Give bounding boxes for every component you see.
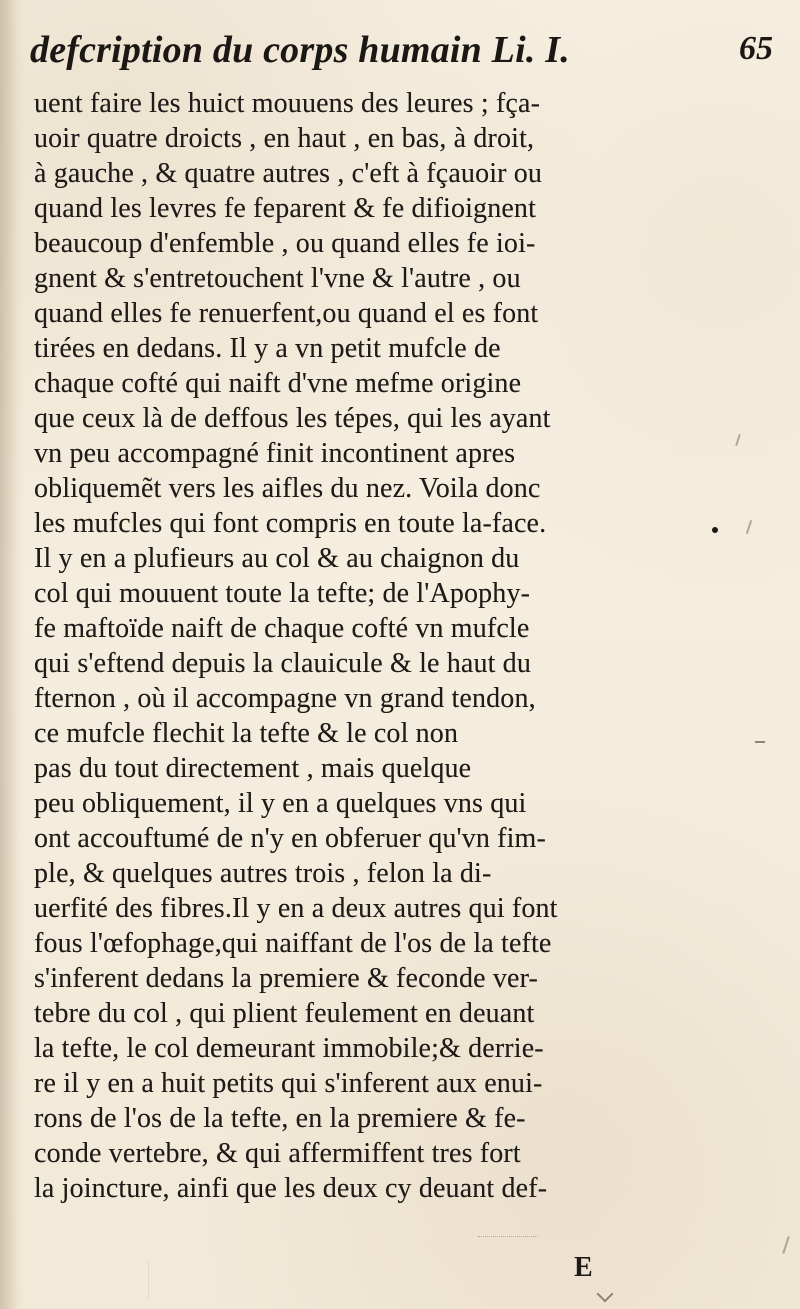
margin-dash	[755, 741, 765, 743]
running-head: defcription du corps humain Li. I.	[30, 29, 570, 71]
text-line-13: les mufcles qui font compris en toute la-face.	[34, 508, 547, 539]
main-text-block	[34, 88, 776, 1248]
page-number: 65	[739, 30, 773, 67]
text-line-6: gnent & s'entretouchent l'vne & l'autre , ou	[34, 263, 521, 294]
text-line-28: la tefte, le col demeurant immobile;& derrie-	[34, 1033, 544, 1064]
margin-dot	[712, 527, 718, 533]
text-line-32: la joincture, ainfi que les deux cy deuant def-	[34, 1173, 548, 1204]
text-line-14: Il y en a plufieurs au col & au chaignon du	[34, 543, 520, 574]
text-line-27: tebre du col , qui plient feulement en deuant	[34, 998, 535, 1029]
page-header	[22, 28, 776, 82]
text-line-20: pas du tout directement , mais quelque	[34, 753, 472, 784]
text-line-24: uerfité des fibres.Il y en a deux autres qui font	[34, 893, 558, 924]
page-gutter-shadow	[0, 0, 18, 1309]
bottom-dotted-rule	[478, 1236, 538, 1237]
text-line-1: uent faire les huict mouuens des leures ; fça-	[34, 88, 541, 119]
text-line-31: conde vertebre, & qui affermiffent tres fort	[34, 1138, 521, 1169]
text-line-8: tirées en dedans. Il y a vn petit mufcle de	[34, 333, 501, 364]
text-line-21: peu obliquement, il y en a quelques vns qui	[34, 788, 527, 819]
text-line-3: à gauche , & quatre autres , c'eft à fçauoir ou	[34, 158, 543, 189]
text-line-16: fe maftoïde naift de chaque cofté vn mufcle	[34, 613, 530, 644]
text-line-15: col qui mouuent toute la tefte; de l'Apophy-	[34, 578, 531, 609]
text-line-29: re il y en a huit petits qui s'inferent aux enui-	[34, 1068, 543, 1099]
text-line-2: uoir quatre droicts , en haut , en bas, à droit,	[34, 123, 535, 154]
corner-mark	[782, 1236, 789, 1254]
text-line-17: qui s'eftend depuis la clauicule & le haut du	[34, 648, 531, 679]
text-line-22: ont accouftumé de n'y en obferuer qu'vn fim-	[34, 823, 546, 854]
text-line-25: fous l'œfophage,qui naiffant de l'os de la tefte	[34, 928, 552, 959]
text-line-5: beaucoup d'enfemble , ou quand elles fe ioi-	[34, 228, 536, 259]
text-line-19: ce mufcle flechit la tefte & le col non	[34, 718, 459, 749]
text-line-18: fternon , où il accompagne vn grand tendon,	[34, 683, 536, 714]
text-line-26: s'inferent dedans la premiere & feconde ver-	[34, 963, 538, 994]
text-line-23: ple, & quelques autres trois , felon la di-	[34, 858, 492, 889]
paper-crease	[148, 1262, 149, 1298]
text-line-4: quand les levres fe feparent & fe difioignent	[34, 193, 536, 224]
text-line-30: rons de l'os de la tefte, en la premiere & fe-	[34, 1103, 526, 1134]
text-line-10: que ceux là de deffous les tépes, qui les ayant	[34, 403, 551, 434]
text-line-7: quand elles fe renuerfent,ou quand el es font	[34, 298, 539, 329]
catch-mark	[597, 1286, 614, 1303]
signature-mark: E	[574, 1252, 593, 1283]
text-line-11: vn peu accompagné finit incontinent apres	[34, 438, 516, 469]
text-line-12: obliquemẽt vers les aifles du nez. Voila donc	[34, 473, 541, 504]
text-line-9: chaque cofté qui naift d'vne mefme origine	[34, 368, 522, 399]
